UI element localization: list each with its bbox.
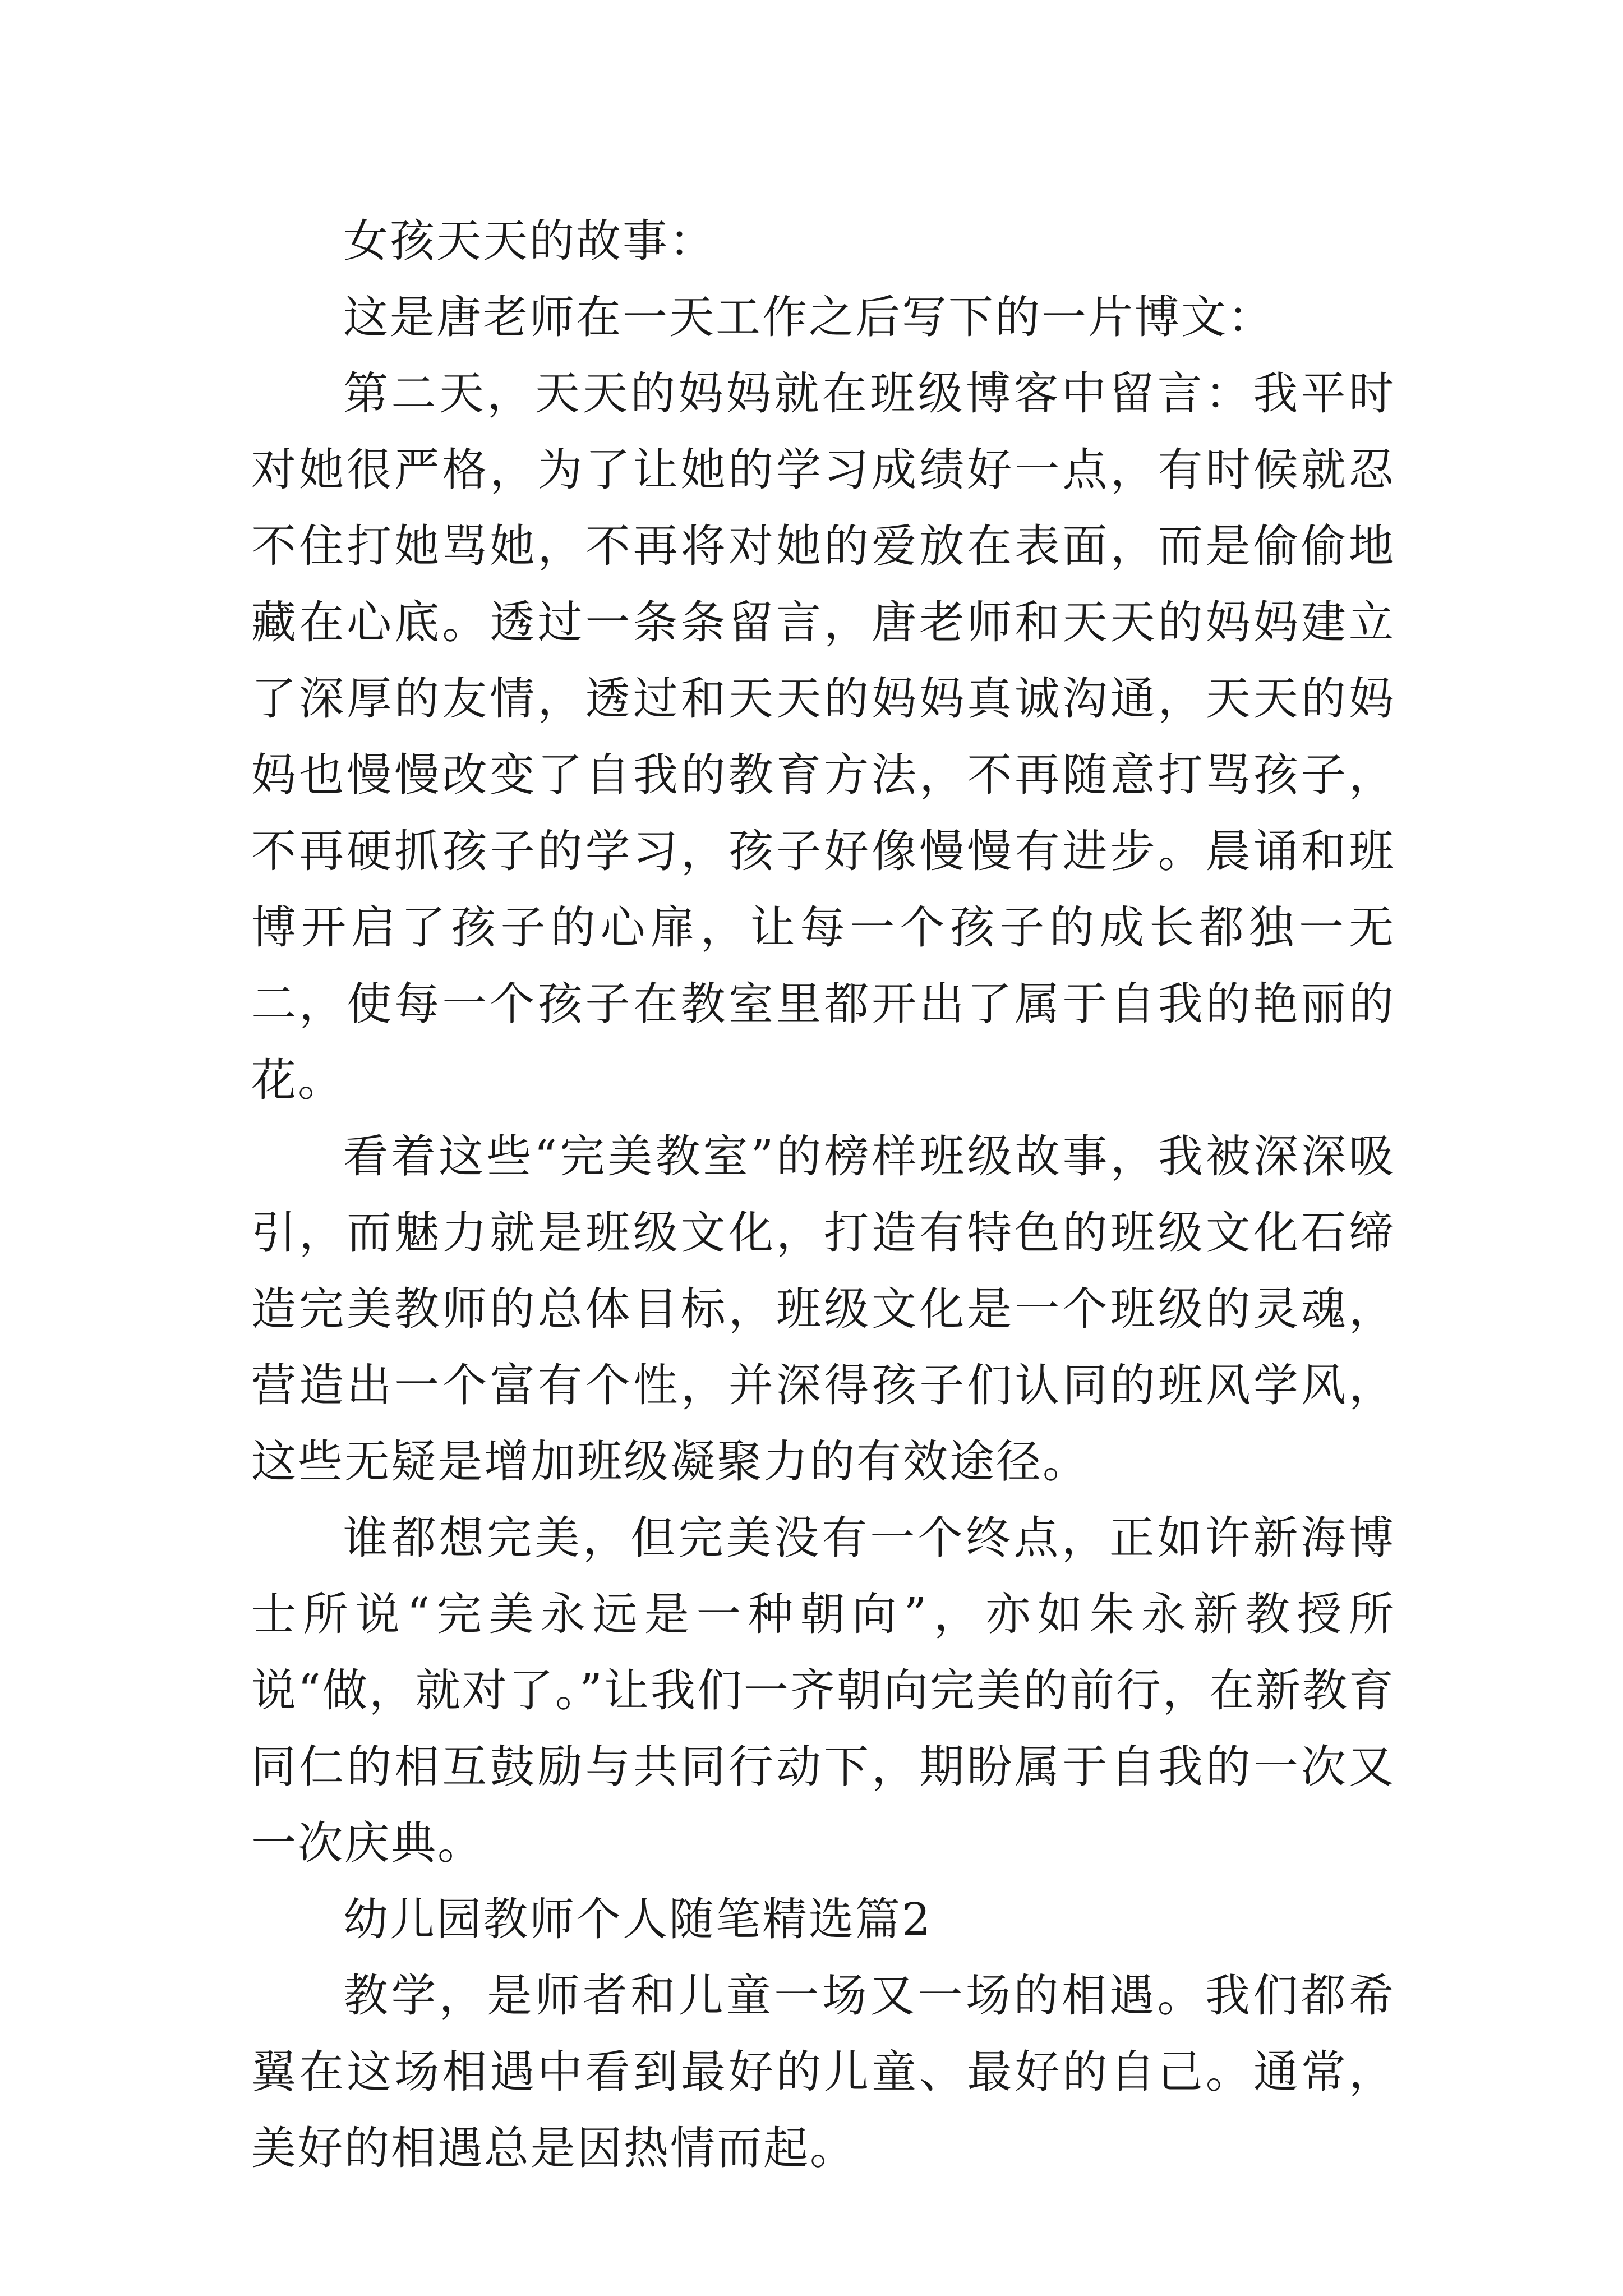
paragraph-class-culture: 看着这些“完美教室”的榜样班级故事，我被深深吸引，而魅力就是班级文化，打造有特色的班级文化石缔造完美教师的总体目标，班级文化是一个班级的灵魂，营造出一个富有个性，并深得孩子们认同的班风学风，这些无疑是增加班级凝聚力的有效途径。 xyxy=(251,1130,1395,1488)
document-body xyxy=(251,203,1395,2187)
paragraph-teaching: 教学，是师者和儿童一场又一场的相遇。我们都希翼在这场相遇中看到最好的儿童、最好的自己。通常，美好的相遇总是因热情而起。 xyxy=(251,1970,1395,2174)
paragraph-blog-intro: 这是唐老师在一天工作之后写下的一片博文： xyxy=(343,291,1274,343)
section-heading: 幼儿园教师个人随笔精选篇2 xyxy=(343,1893,932,1945)
paragraph-second-day: 第二天，天天的妈妈就在班级博客中留言：我平时对她很严格，为了让她的学习成绩好一点，有时候就忍不住打她骂她，不再将对她的爱放在表面，而是偷偷地藏在心底。透过一条条留言，唐老师和天天的妈妈建立了深厚的友情，透过和天天的妈妈真诚沟通，天天的妈妈也慢慢改变了自我的教育方法，不再随意打骂孩子，不再硬抓孩子的学习，孩子好像慢慢有进步。晨诵和班博开启了孩子的心扉，让每一个孩子的成长都独一无二，使每一个孩子在教室里都开出了属于自我的艳丽的花。 xyxy=(251,367,1395,1106)
paragraph-story-title: 女孩天天的故事： xyxy=(343,215,716,267)
paragraph-perfection: 谁都想完美，但完美没有一个终点，正如许新海博士所说“完美永远是一种朝向”，亦如朱永新教授所说“做，就对了。”让我们一齐朝向完美的前行，在新教育同仁的相互鼓励与共同行动下，期盼属于自我的一次又一次庆典。 xyxy=(251,1512,1395,1869)
